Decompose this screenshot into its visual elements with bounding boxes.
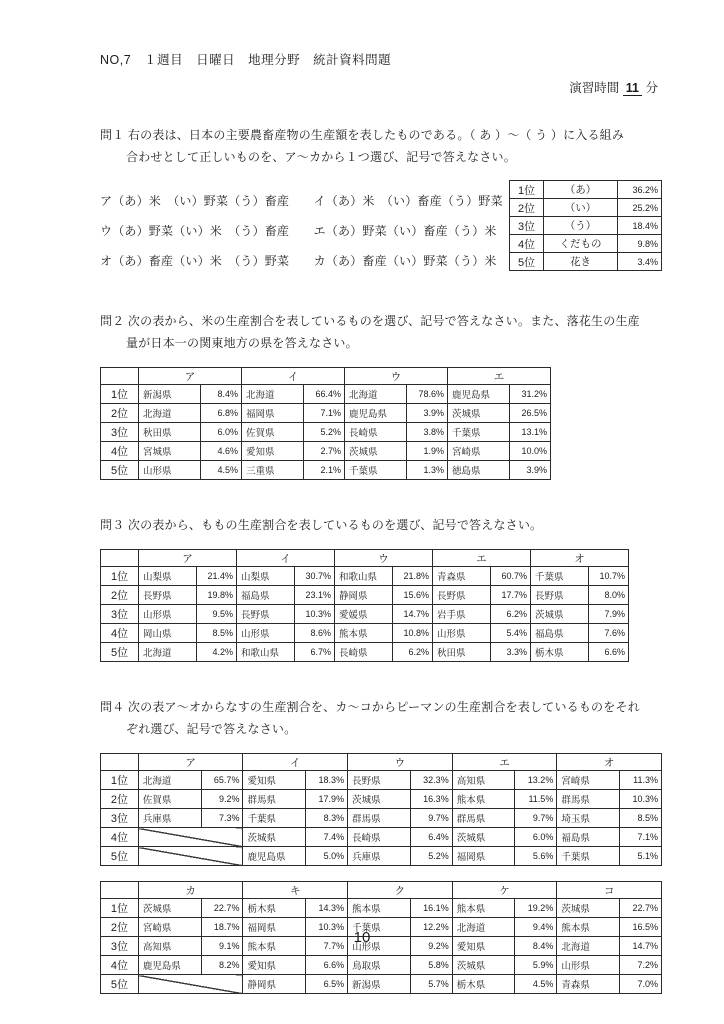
percent-cell: 18.4% — [618, 217, 662, 235]
prefecture-cell: 青森県 — [433, 567, 491, 586]
group-column-header: ケ — [452, 882, 557, 899]
percent-cell: 10.3% — [620, 790, 662, 809]
rank-cell: 5位 — [101, 643, 139, 662]
percent-cell: 5.9% — [515, 956, 557, 975]
percent-cell: 8.5% — [197, 624, 237, 643]
percent-cell: 5.0% — [306, 847, 348, 866]
percent-cell: 9.2% — [410, 937, 452, 956]
rank-row — [510, 199, 662, 217]
q1-answer-choices — [100, 186, 509, 276]
percent-cell: 8.3% — [306, 809, 348, 828]
rank-row — [510, 217, 662, 235]
table-row — [101, 423, 551, 442]
percent-cell: 9.4% — [515, 918, 557, 937]
prefecture-cell: 熊本県 — [335, 624, 393, 643]
prefecture-cell: 熊本県 — [557, 918, 620, 937]
percent-cell: 4.6% — [201, 442, 242, 461]
table-row — [101, 828, 662, 847]
percent-cell: 31.2% — [510, 385, 551, 404]
rank-cell: 1位 — [101, 771, 139, 790]
prefecture-cell: 福島県 — [557, 828, 620, 847]
rank-cell: 3位 — [510, 217, 544, 235]
prefecture-cell: 長野県 — [531, 586, 589, 605]
percent-cell: 1.3% — [407, 461, 448, 480]
prefecture-cell: 長崎県 — [335, 643, 393, 662]
percent-cell: 14.3% — [306, 899, 348, 918]
item-name-cell: （い） — [544, 199, 618, 217]
group-column-header: ア — [138, 754, 243, 771]
percent-cell: 7.6% — [589, 624, 629, 643]
percent-cell: 7.1% — [304, 404, 345, 423]
percent-cell: 9.5% — [197, 605, 237, 624]
prefecture-cell: 宮城県 — [139, 442, 201, 461]
prefecture-cell: 宮崎県 — [448, 442, 510, 461]
item-name-cell: くだもの — [544, 235, 618, 253]
question-3-text — [100, 514, 662, 536]
rank-cell: 1位 — [101, 567, 139, 586]
prefecture-cell: 鳥取県 — [348, 956, 411, 975]
rank-cell: 4位 — [510, 235, 544, 253]
table-row — [101, 385, 551, 404]
percent-cell: 8.6% — [295, 624, 335, 643]
percent-cell: 14.7% — [393, 605, 433, 624]
question-1-text — [100, 124, 662, 168]
group-column-header: イ — [237, 550, 335, 567]
prefecture-cell: 長崎県 — [345, 423, 407, 442]
prefecture-cell: 茨城県 — [448, 404, 510, 423]
rank-cell: 1位 — [101, 385, 139, 404]
q1-text-line2: 合わせとして正しいものを、ア～カから１つ選び、記号で答えなさい。 — [126, 150, 516, 164]
q2-production-table — [100, 367, 551, 480]
percent-cell: 5.2% — [410, 847, 452, 866]
rank-cell: 2位 — [510, 199, 544, 217]
percent-cell: 25.2% — [618, 199, 662, 217]
percent-cell: 60.7% — [491, 567, 531, 586]
prefecture-cell: 鹿児島県 — [138, 956, 201, 975]
rank-cell: 3位 — [101, 937, 139, 956]
percent-cell: 2.1% — [304, 461, 345, 480]
percent-cell: 7.4% — [306, 828, 348, 847]
prefecture-cell: 山梨県 — [237, 567, 295, 586]
group-column-header: エ — [448, 368, 551, 385]
prefecture-cell: 北海道 — [242, 385, 304, 404]
prefecture-cell: 北海道 — [139, 643, 197, 662]
prefecture-cell: 群馬県 — [452, 809, 515, 828]
prefecture-cell: 鹿児島県 — [345, 404, 407, 423]
rank-cell: 5位 — [510, 253, 544, 271]
percent-cell: 1.9% — [407, 442, 448, 461]
prefecture-cell: 熊本県 — [348, 899, 411, 918]
table-row — [101, 847, 662, 866]
prefecture-cell: 北海道 — [452, 918, 515, 937]
prefecture-cell: 青森県 — [557, 975, 620, 994]
table-row — [101, 586, 629, 605]
rank-cell: 1位 — [101, 899, 139, 918]
percent-cell: 16.1% — [410, 899, 452, 918]
prefecture-cell: 高知県 — [138, 937, 201, 956]
percent-cell: 4.5% — [515, 975, 557, 994]
percent-cell: 3.4% — [618, 253, 662, 271]
prefecture-cell: 静岡県 — [243, 975, 306, 994]
q1-choice-line: オ（あ）畜産（い）米 （う）野菜 カ（あ）畜産（い）野菜（う）米 — [100, 254, 497, 268]
percent-cell: 11.5% — [515, 790, 557, 809]
percent-cell: 11.3% — [620, 771, 662, 790]
table-row — [101, 809, 662, 828]
prefecture-cell: 和歌山県 — [237, 643, 295, 662]
percent-cell: 9.2% — [201, 790, 243, 809]
group-column-header: エ — [433, 550, 531, 567]
rank-cell: 4位 — [101, 956, 139, 975]
percent-cell: 22.7% — [620, 899, 662, 918]
percent-cell: 3.3% — [491, 643, 531, 662]
prefecture-cell: 徳島県 — [448, 461, 510, 480]
percent-cell: 8.5% — [620, 809, 662, 828]
percent-cell: 12.2% — [410, 918, 452, 937]
empty-diagonal-cell — [138, 828, 243, 847]
percent-cell: 7.3% — [201, 809, 243, 828]
percent-cell: 23.1% — [295, 586, 335, 605]
prefecture-cell: 北海道 — [557, 937, 620, 956]
prefecture-cell: 千葉県 — [348, 918, 411, 937]
percent-cell: 9.8% — [618, 235, 662, 253]
percent-cell: 16.5% — [620, 918, 662, 937]
percent-cell: 30.7% — [295, 567, 335, 586]
group-column-header: ア — [139, 368, 242, 385]
group-column-header: エ — [452, 754, 557, 771]
table-row — [101, 442, 551, 461]
group-column-header: イ — [243, 754, 348, 771]
percent-cell: 6.7% — [295, 643, 335, 662]
q4-text-line2: ぞれ選び、記号で答えなさい。 — [126, 722, 297, 736]
rank-cell: 5位 — [101, 975, 139, 994]
prefecture-cell: 山形県 — [237, 624, 295, 643]
table-row — [101, 956, 662, 975]
percent-cell: 8.4% — [515, 937, 557, 956]
percent-cell: 6.2% — [393, 643, 433, 662]
rank-row — [510, 253, 662, 271]
group-column-header: ウ — [348, 754, 453, 771]
percent-cell: 6.4% — [410, 828, 452, 847]
group-column-header: ク — [348, 882, 453, 899]
group-column-header: イ — [242, 368, 345, 385]
percent-cell: 6.8% — [201, 404, 242, 423]
rank-cell: 4位 — [101, 624, 139, 643]
percent-cell: 17.9% — [306, 790, 348, 809]
q4-text-line1: 問４ 次の表ア～オからなすの生産割合を、カ～コからピーマンの生産割合を表しているものをそれ — [100, 700, 640, 714]
percent-cell: 9.1% — [201, 937, 243, 956]
percent-cell: 14.7% — [620, 937, 662, 956]
q1-choice-line: ア（あ）米 （い）野菜（う）畜産 イ（あ）米 （い）畜産（う）野菜 — [100, 194, 503, 208]
percent-cell: 32.3% — [410, 771, 452, 790]
practice-time-unit: 分 — [645, 81, 658, 95]
q3-production-table — [100, 549, 629, 662]
table-row — [101, 975, 662, 994]
percent-cell: 3.9% — [510, 461, 551, 480]
prefecture-cell: 群馬県 — [348, 809, 411, 828]
prefecture-cell: 宮崎県 — [557, 771, 620, 790]
prefecture-cell: 愛知県 — [242, 442, 304, 461]
rank-cell: 2位 — [101, 918, 139, 937]
rank-cell: 5位 — [101, 461, 139, 480]
prefecture-cell: 福岡県 — [243, 918, 306, 937]
prefecture-cell: 茨城県 — [452, 828, 515, 847]
prefecture-cell: 茨城県 — [531, 605, 589, 624]
prefecture-cell: 鹿児島県 — [448, 385, 510, 404]
percent-cell: 7.1% — [620, 828, 662, 847]
percent-cell: 13.2% — [515, 771, 557, 790]
percent-cell: 66.4% — [304, 385, 345, 404]
percent-cell: 19.8% — [197, 586, 237, 605]
percent-cell: 65.7% — [201, 771, 243, 790]
prefecture-cell: 福島県 — [531, 624, 589, 643]
rank-column-header — [101, 882, 139, 899]
percent-cell: 5.2% — [304, 423, 345, 442]
group-column-header: ア — [139, 550, 237, 567]
percent-cell: 9.7% — [515, 809, 557, 828]
prefecture-cell: 鹿児島県 — [243, 847, 306, 866]
item-name-cell: （あ） — [544, 181, 618, 199]
prefecture-cell: 熊本県 — [452, 790, 515, 809]
percent-cell: 26.5% — [510, 404, 551, 423]
percent-cell: 15.6% — [393, 586, 433, 605]
group-column-header: ウ — [345, 368, 448, 385]
prefecture-cell: 茨城県 — [138, 899, 201, 918]
table-row — [101, 567, 629, 586]
percent-cell: 17.7% — [491, 586, 531, 605]
q1-text-line1: 問１ 右の表は、日本の主要農畜産物の生産額を表したものである。（ あ ）～（ う ）に入る組み — [100, 128, 625, 142]
prefecture-cell: 茨城県 — [243, 828, 306, 847]
prefecture-cell: 茨城県 — [557, 899, 620, 918]
prefecture-cell: 山梨県 — [139, 567, 197, 586]
percent-cell: 5.4% — [491, 624, 531, 643]
prefecture-cell: 長野県 — [433, 586, 491, 605]
prefecture-cell: 三重県 — [242, 461, 304, 480]
practice-time — [100, 78, 662, 96]
table-row — [101, 771, 662, 790]
prefecture-cell: 岡山県 — [139, 624, 197, 643]
prefecture-cell: 福岡県 — [452, 847, 515, 866]
prefecture-cell: 愛知県 — [243, 771, 306, 790]
percent-cell: 18.7% — [201, 918, 243, 937]
rank-row — [510, 235, 662, 253]
empty-diagonal-cell — [138, 975, 243, 994]
prefecture-cell: 長野県 — [237, 605, 295, 624]
percent-cell: 78.6% — [407, 385, 448, 404]
percent-cell: 6.0% — [515, 828, 557, 847]
question-4-text — [100, 696, 662, 740]
question-2 — [100, 310, 662, 480]
percent-cell: 2.7% — [304, 442, 345, 461]
group-column-header: オ — [531, 550, 629, 567]
prefecture-cell: 長崎県 — [348, 828, 411, 847]
table-row — [101, 643, 629, 662]
rank-cell: 4位 — [101, 442, 139, 461]
percent-cell: 36.2% — [618, 181, 662, 199]
prefecture-cell: 愛媛県 — [335, 605, 393, 624]
percent-cell: 8.2% — [201, 956, 243, 975]
rank-row — [510, 181, 662, 199]
prefecture-cell: 山形県 — [557, 956, 620, 975]
q3-text-line1: 問３ 次の表から、ももの生産割合を表しているものを選び、記号で答えなさい。 — [100, 518, 543, 532]
table-row — [101, 605, 629, 624]
table-row — [101, 461, 551, 480]
rank-cell: 2位 — [101, 790, 139, 809]
rank-column-header — [101, 754, 139, 771]
percent-cell: 8.0% — [589, 586, 629, 605]
prefecture-cell: 佐賀県 — [242, 423, 304, 442]
rank-cell: 1位 — [510, 181, 544, 199]
question-1 — [100, 124, 662, 276]
document-title: NO,7 １週目 日曜日 地理分野 統計資料問題 — [100, 53, 392, 67]
prefecture-cell: 新潟県 — [348, 975, 411, 994]
percent-cell: 21.8% — [393, 567, 433, 586]
prefecture-cell: 新潟県 — [139, 385, 201, 404]
q1-choice-line: ウ（あ）野菜（い）米 （う）畜産 エ（あ）野菜（い）畜産（う）米 — [100, 224, 497, 238]
prefecture-cell: 熊本県 — [243, 937, 306, 956]
group-column-header: コ — [557, 882, 662, 899]
prefecture-cell: 茨城県 — [348, 790, 411, 809]
group-column-header: カ — [138, 882, 243, 899]
rank-cell: 4位 — [101, 828, 139, 847]
prefecture-cell: 北海道 — [138, 771, 201, 790]
rank-column-header — [101, 368, 139, 385]
percent-cell: 10.3% — [295, 605, 335, 624]
q2-text-line2: 量が日本一の関東地方の県を答えなさい。 — [126, 336, 358, 350]
percent-cell: 6.6% — [306, 956, 348, 975]
table-row — [101, 790, 662, 809]
prefecture-cell: 和歌山県 — [335, 567, 393, 586]
percent-cell: 5.1% — [620, 847, 662, 866]
prefecture-cell: 秋田県 — [433, 643, 491, 662]
rank-cell: 3位 — [101, 809, 139, 828]
empty-diagonal-cell — [138, 847, 243, 866]
prefecture-cell: 長野県 — [348, 771, 411, 790]
prefecture-cell: 栃木県 — [243, 899, 306, 918]
prefecture-cell: 佐賀県 — [138, 790, 201, 809]
prefecture-cell: 山形県 — [433, 624, 491, 643]
rank-cell: 3位 — [101, 605, 139, 624]
question-3 — [100, 514, 662, 662]
percent-cell: 7.2% — [620, 956, 662, 975]
item-name-cell: （う） — [544, 217, 618, 235]
rank-cell: 2位 — [101, 586, 139, 605]
percent-cell: 13.1% — [510, 423, 551, 442]
percent-cell: 3.8% — [407, 423, 448, 442]
percent-cell: 4.2% — [197, 643, 237, 662]
prefecture-cell: 愛知県 — [452, 937, 515, 956]
prefecture-cell: 北海道 — [345, 385, 407, 404]
practice-time-label: 演習時間 — [569, 81, 620, 95]
question-2-text — [100, 310, 662, 354]
prefecture-cell: 静岡県 — [335, 586, 393, 605]
percent-cell: 4.5% — [201, 461, 242, 480]
prefecture-cell: 愛知県 — [243, 956, 306, 975]
percent-cell: 7.0% — [620, 975, 662, 994]
percent-cell: 5.8% — [410, 956, 452, 975]
rank-cell: 3位 — [101, 423, 139, 442]
prefecture-cell: 茨城県 — [452, 956, 515, 975]
prefecture-cell: 熊本県 — [452, 899, 515, 918]
percent-cell: 6.0% — [201, 423, 242, 442]
prefecture-cell: 秋田県 — [139, 423, 201, 442]
group-column-header: ウ — [335, 550, 433, 567]
prefecture-cell: 山形県 — [348, 937, 411, 956]
percent-cell: 9.7% — [410, 809, 452, 828]
prefecture-cell: 千葉県 — [557, 847, 620, 866]
percent-cell: 10.3% — [306, 918, 348, 937]
percent-cell: 10.8% — [393, 624, 433, 643]
rank-cell: 2位 — [101, 404, 139, 423]
prefecture-cell: 埼玉県 — [557, 809, 620, 828]
prefecture-cell: 千葉県 — [448, 423, 510, 442]
table-row — [101, 899, 662, 918]
percent-cell: 18.3% — [306, 771, 348, 790]
percent-cell: 16.3% — [410, 790, 452, 809]
page-number: 10 — [353, 929, 371, 946]
percent-cell: 10.7% — [589, 567, 629, 586]
table-row — [101, 404, 551, 423]
prefecture-cell: 宮崎県 — [138, 918, 201, 937]
prefecture-cell: 兵庫県 — [138, 809, 201, 828]
prefecture-cell: 兵庫県 — [348, 847, 411, 866]
percent-cell: 10.0% — [510, 442, 551, 461]
prefecture-cell: 茨城県 — [345, 442, 407, 461]
percent-cell: 6.2% — [491, 605, 531, 624]
prefecture-cell: 千葉県 — [243, 809, 306, 828]
prefecture-cell: 栃木県 — [452, 975, 515, 994]
q2-text-line1: 問２ 次の表から、米の生産割合を表しているものを選び、記号で答えなさい。また、落花生の生産 — [100, 314, 640, 328]
percent-cell: 8.4% — [201, 385, 242, 404]
prefecture-cell: 福島県 — [237, 586, 295, 605]
prefecture-cell: 千葉県 — [345, 461, 407, 480]
question-4 — [100, 696, 662, 994]
practice-time-value: 11 — [623, 81, 642, 96]
rank-column-header — [101, 550, 139, 567]
table-row — [101, 624, 629, 643]
percent-cell: 5.7% — [410, 975, 452, 994]
item-name-cell: 花き — [544, 253, 618, 271]
prefecture-cell: 山形県 — [139, 461, 201, 480]
prefecture-cell: 群馬県 — [243, 790, 306, 809]
percent-cell: 22.7% — [201, 899, 243, 918]
prefecture-cell: 高知県 — [452, 771, 515, 790]
group-column-header: キ — [243, 882, 348, 899]
percent-cell: 5.6% — [515, 847, 557, 866]
percent-cell: 7.9% — [589, 605, 629, 624]
percent-cell: 21.4% — [197, 567, 237, 586]
prefecture-cell: 山形県 — [139, 605, 197, 624]
q1-ranking-table — [509, 180, 662, 271]
prefecture-cell: 群馬県 — [557, 790, 620, 809]
group-column-header: オ — [557, 754, 662, 771]
prefecture-cell: 岩手県 — [433, 605, 491, 624]
percent-cell: 7.7% — [306, 937, 348, 956]
percent-cell: 3.9% — [407, 404, 448, 423]
prefecture-cell: 福岡県 — [242, 404, 304, 423]
prefecture-cell: 栃木県 — [531, 643, 589, 662]
prefecture-cell: 千葉県 — [531, 567, 589, 586]
q4-production-table-a-o — [100, 753, 662, 866]
percent-cell: 6.6% — [589, 643, 629, 662]
prefecture-cell: 長野県 — [139, 586, 197, 605]
percent-cell: 19.2% — [515, 899, 557, 918]
percent-cell: 6.5% — [306, 975, 348, 994]
rank-cell: 5位 — [101, 847, 139, 866]
prefecture-cell: 北海道 — [139, 404, 201, 423]
